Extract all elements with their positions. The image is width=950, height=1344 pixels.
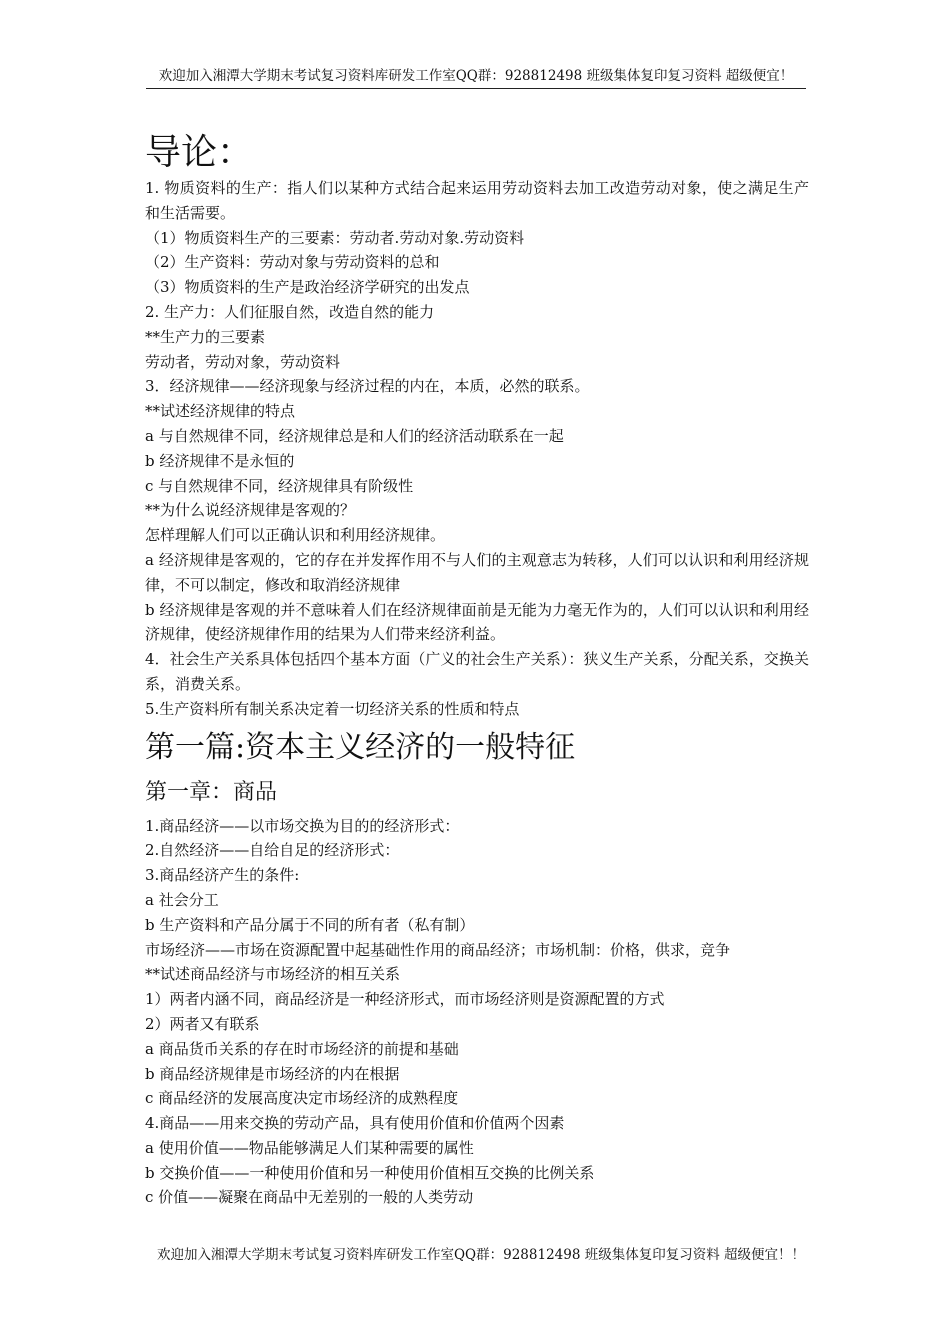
intro-line-16: b 经济规律是客观的并不意味着人们在经济规律面前是无能为力毫无作为的，人们可以认识和利用经济规律，使经济规律作用的结果为人们带来经济利益。 [145,600,809,644]
chapter-line-10: a 商品货币关系的存在时市场经济的前提和基础 [145,1039,459,1058]
intro-line-8: 3．经济规律——经济现象与经济过程的内在，本质，必然的联系。 [145,377,590,396]
part-title: 第一篇:资本主义经济的一般特征 [145,729,576,765]
chapter-line-15: b 交换价值——一种使用价值和另一种使用价值相互交换的比例关系 [145,1163,595,1182]
intro-line-14: 怎样理解人们可以正确认识和利用经济规律。 [145,526,446,545]
intro-line-1: 1. 物质资料的生产：指人们以某种方式结合起来运用劳动资料去加工改造劳动对象，使之满足生产和生活需要。 [145,179,809,222]
intro-line-17: 4．社会生产关系具体包括四个基本方面（广义的社会生产关系）：狭义生产关系，分配关系，交换关系，消费关系。 [145,650,809,693]
intro-line-10: a 与自然规律不同，经济规律总是和人们的经济活动联系在一起 [145,426,564,445]
chapter-line-12: c 商品经济的发展高度决定市场经济的成熟程度 [145,1089,459,1108]
intro-line-5: 2. 生产力：人们征服自然，改造自然的能力 [145,302,435,321]
intro-line-4: （3）物质资料的生产是政治经济学研究的出发点 [145,278,470,297]
document-body [145,130,809,1210]
intro-line-11: b 经济规律不是永恒的 [145,451,295,470]
chapter-line-8: 1）两者内涵不同，商品经济是一种经济形式，而市场经济则是资源配置的方式 [145,990,665,1009]
chapter-line-1: 1.商品经济——以市场交换为目的的经济形式： [145,816,460,835]
intro-line-7: 劳动者，劳动对象，劳动资料 [145,352,341,371]
intro-line-3: （2）生产资料：劳动对象与劳动资料的总和 [145,253,440,272]
chapter-line-4: a 社会分工 [145,890,219,909]
intro-line-6: **生产力的三要素 [145,327,266,346]
intro-title: 导论： [145,132,254,173]
chapter-line-11: b 商品经济规律是市场经济的内在根据 [145,1064,400,1083]
intro-line-9: **试述经济规律的特点 [145,402,296,421]
intro-line-2: （1）物质资料生产的三要素：劳动者.劳动对象.劳动资料 [145,228,525,247]
chapter-line-14: a 使用价值——物品能够满足人们某种需要的属性 [145,1138,474,1157]
page-footer: 欢迎加入湘潭大学期末考试复习资料库研发工作室QQ群：928812498 班级集体复印复习资料 超级便宜！！ [156,1247,806,1263]
intro-line-13: **为什么说经济规律是客观的？ [145,501,356,520]
chapter-line-3: 3.商品经济产生的条件: [145,866,300,885]
chapter-line-9: 2）两者又有联系 [145,1014,260,1033]
chapter-title: 第一章：商品 [145,779,278,805]
intro-line-12: c 与自然规律不同，经济规律具有阶级性 [145,476,414,495]
intro-line-15: a 经济规律是客观的，它的存在并发挥作用不与人们的主观意志为转移，人们可以认识和利用经济规律，不可以制定，修改和取消经济规律 [145,550,809,594]
chapter-line-7: **试述商品经济与市场经济的相互关系 [145,965,401,984]
chapter-line-13: 4.商品——用来交换的劳动产品，具有使用价值和价值两个因素 [145,1114,565,1133]
chapter-line-5: b 生产资料和产品分属于不同的所有者（私有制） [145,915,475,934]
page-header: 欢迎加入湘潭大学期末考试复习资料库研发工作室QQ群：928812498 班级集体复印复习资料 超级便宜！ [146,66,806,89]
chapter-line-16: c 价值——凝聚在商品中无差别的一般的人类劳动 [145,1188,474,1207]
chapter-line-6: 市场经济——市场在资源配置中起基础性作用的商品经济；市场机制：价格，供求，竞争 [145,940,731,959]
chapter-line-2: 2.自然经济——自给自足的经济形式： [145,841,400,860]
intro-line-18: 5.生产资料所有制关系决定着一切经济关系的性质和特点 [145,699,520,718]
